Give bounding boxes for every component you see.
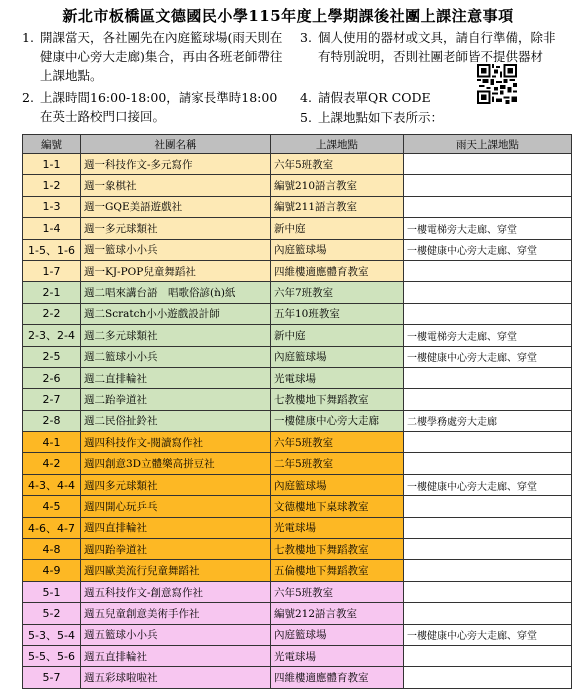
table-row [23, 624, 572, 645]
club-code: 2-6 [23, 367, 81, 388]
header-club-name: 社團名稱 [81, 135, 271, 154]
table-row [23, 389, 572, 410]
table-row [23, 367, 572, 388]
table-row [23, 325, 572, 346]
table-row [23, 175, 572, 196]
club-code: 1-5、1-6 [23, 239, 81, 260]
club-rain-location: 一樓電梯旁大走廊、穿堂 [404, 218, 572, 239]
note-text: 上課時間16:00-18:00，請家長準時18:00在英士路校門口接回。 [40, 90, 278, 124]
club-name: 週二多元球類社 [81, 325, 271, 346]
club-name: 週二跆拳道社 [81, 389, 271, 410]
club-name: 週一多元球類社 [81, 218, 271, 239]
table-row [23, 581, 572, 602]
table-row [23, 667, 572, 688]
club-name: 週五彩球啦啦社 [81, 667, 271, 688]
table-row [23, 239, 572, 260]
club-rain-location: 一樓健康中心旁大走廊、穿堂 [404, 239, 572, 260]
club-code: 1-4 [23, 218, 81, 239]
club-rain-location [404, 432, 572, 453]
note-number: 1. [22, 30, 34, 45]
table-row [23, 560, 572, 581]
table-row [23, 218, 572, 239]
header-code: 編號 [23, 135, 81, 154]
club-name: 週一籃球小小兵 [81, 239, 271, 260]
club-name: 週二籃球小小兵 [81, 346, 271, 367]
club-name: 週一科技作文-多元寫作 [81, 154, 271, 175]
club-code: 5-7 [23, 667, 81, 688]
table-row [23, 645, 572, 666]
note-text: 上課地點如下表所示： [318, 110, 444, 125]
club-code: 2-5 [23, 346, 81, 367]
table-row [23, 410, 572, 431]
club-code: 4-5 [23, 496, 81, 517]
table-row [23, 453, 572, 474]
table-row [23, 603, 572, 624]
club-location: 文德樓地下桌球教室 [271, 496, 404, 517]
club-code: 5-2 [23, 603, 81, 624]
note-3 [300, 28, 562, 66]
club-location: 光電球場 [271, 367, 404, 388]
club-name: 週五直排輪社 [81, 645, 271, 666]
club-location: 內庭籃球場 [271, 239, 404, 260]
table-row [23, 539, 572, 560]
club-code: 2-8 [23, 410, 81, 431]
club-rain-location [404, 667, 572, 688]
club-rain-location [404, 303, 572, 324]
table-body [23, 154, 572, 689]
club-code: 1-1 [23, 154, 81, 175]
club-code: 4-8 [23, 539, 81, 560]
club-rain-location: 一樓健康中心旁大走廊、穿堂 [404, 624, 572, 645]
club-rain-location [404, 560, 572, 581]
note-5 [300, 108, 500, 127]
note-2 [22, 88, 284, 126]
club-name: 週二直排輪社 [81, 367, 271, 388]
note-number: 2. [22, 90, 34, 105]
club-location: 二年5班教室 [271, 453, 404, 474]
document-title: 新北市板橋區文德國民小學115年度上學期課後社團上課注意事項 [62, 7, 514, 25]
club-location: 內庭籃球場 [271, 624, 404, 645]
club-location: 五倫樓地下舞蹈教室 [271, 560, 404, 581]
club-rain-location [404, 389, 572, 410]
club-rain-location [404, 603, 572, 624]
club-name: 週四跆拳道社 [81, 539, 271, 560]
club-location: 編號211語言教室 [271, 196, 404, 217]
table-row [23, 346, 572, 367]
club-name: 週四直排輪社 [81, 517, 271, 538]
club-code: 5-5、5-6 [23, 645, 81, 666]
table-row [23, 474, 572, 495]
club-code: 5-3、5-4 [23, 624, 81, 645]
club-location: 內庭籃球場 [271, 346, 404, 367]
note-4 [300, 88, 480, 107]
table-row [23, 517, 572, 538]
club-name: 週一象棋社 [81, 175, 271, 196]
club-location: 四維樓適應體育教室 [271, 667, 404, 688]
club-rain-location [404, 496, 572, 517]
club-location: 五年10班教室 [271, 303, 404, 324]
club-name: 週四創意3D立體樂高拼豆社 [81, 453, 271, 474]
club-code: 2-7 [23, 389, 81, 410]
club-name: 週二唱來講台語 唱歌俗諺(ǹ)紙 [81, 282, 271, 303]
club-rain-location [404, 260, 572, 281]
club-code: 4-1 [23, 432, 81, 453]
club-code: 2-2 [23, 303, 81, 324]
club-location: 七教樓地下舞蹈教室 [271, 389, 404, 410]
club-location: 編號210語言教室 [271, 175, 404, 196]
header-rain-location: 雨天上課地點 [404, 135, 572, 154]
club-rain-location: 一樓健康中心旁大走廊、穿堂 [404, 474, 572, 495]
club-code: 2-1 [23, 282, 81, 303]
club-rain-location [404, 282, 572, 303]
club-name: 週五兒童創意美術手作社 [81, 603, 271, 624]
club-code: 1-3 [23, 196, 81, 217]
club-name: 週二Scratch小小遊戲設計師 [81, 303, 271, 324]
club-rain-location [404, 453, 572, 474]
club-code: 2-3、2-4 [23, 325, 81, 346]
note-1 [22, 28, 284, 85]
club-rain-location [404, 175, 572, 196]
club-location: 一樓健康中心旁大走廊 [271, 410, 404, 431]
table-row [23, 496, 572, 517]
table-row [23, 303, 572, 324]
note-number: 4. [300, 90, 312, 105]
club-location: 六年5班教室 [271, 154, 404, 175]
club-code: 4-3、4-4 [23, 474, 81, 495]
club-rain-location: 一樓電梯旁大走廊、穿堂 [404, 325, 572, 346]
club-rain-location [404, 367, 572, 388]
note-text: 請假表單QR CODE [318, 90, 431, 105]
club-name: 週二民俗扯鈴社 [81, 410, 271, 431]
table-row [23, 154, 572, 175]
club-location: 編號212語言教室 [271, 603, 404, 624]
club-rain-location [404, 517, 572, 538]
qr-code-icon[interactable] [477, 64, 517, 104]
club-location: 內庭籃球場 [271, 474, 404, 495]
club-name: 週五籃球小小兵 [81, 624, 271, 645]
club-rain-location: 二樓學務處旁大走廊 [404, 410, 572, 431]
club-location: 六年5班教室 [271, 432, 404, 453]
club-location: 光電球場 [271, 517, 404, 538]
club-location: 六年5班教室 [271, 581, 404, 602]
note-number: 5. [300, 110, 312, 125]
club-schedule-table [22, 134, 572, 689]
club-name: 週四歐美流行兒童舞蹈社 [81, 560, 271, 581]
note-number: 3. [300, 30, 312, 45]
club-code: 4-9 [23, 560, 81, 581]
club-name: 週一KJ-POP兒童舞蹈社 [81, 260, 271, 281]
club-location: 四維樓適應體育教室 [271, 260, 404, 281]
table-row [23, 196, 572, 217]
club-name: 週四開心玩乒乓 [81, 496, 271, 517]
club-code: 1-2 [23, 175, 81, 196]
club-rain-location [404, 154, 572, 175]
club-location: 七教樓地下舞蹈教室 [271, 539, 404, 560]
club-name: 週四科技作文-閱讀寫作社 [81, 432, 271, 453]
table-header-row [23, 135, 572, 154]
table-row [23, 432, 572, 453]
club-location: 六年7班教室 [271, 282, 404, 303]
table-row [23, 260, 572, 281]
club-rain-location [404, 196, 572, 217]
club-location: 光電球場 [271, 645, 404, 666]
club-rain-location [404, 645, 572, 666]
club-code: 4-2 [23, 453, 81, 474]
club-name: 週五科技作文-創意寫作社 [81, 581, 271, 602]
header-location: 上課地點 [271, 135, 404, 154]
table-row [23, 282, 572, 303]
note-text: 個人使用的器材或文具，請自行準備，除非有特別說明，否則社團老師皆不提供器材 [318, 30, 556, 64]
club-name: 週四多元球類社 [81, 474, 271, 495]
club-code: 1-7 [23, 260, 81, 281]
club-rain-location [404, 539, 572, 560]
club-code: 4-6、4-7 [23, 517, 81, 538]
club-code: 5-1 [23, 581, 81, 602]
note-text: 開課當天，各社團先在內庭籃球場(雨天則在健康中心旁大走廊)集合，再由各班老師帶往上課地點。 [40, 30, 283, 83]
club-rain-location: 一樓健康中心旁大走廊、穿堂 [404, 346, 572, 367]
club-rain-location [404, 581, 572, 602]
club-location: 新中庭 [271, 218, 404, 239]
club-location: 新中庭 [271, 325, 404, 346]
club-name: 週一GQE美語遊戲社 [81, 196, 271, 217]
